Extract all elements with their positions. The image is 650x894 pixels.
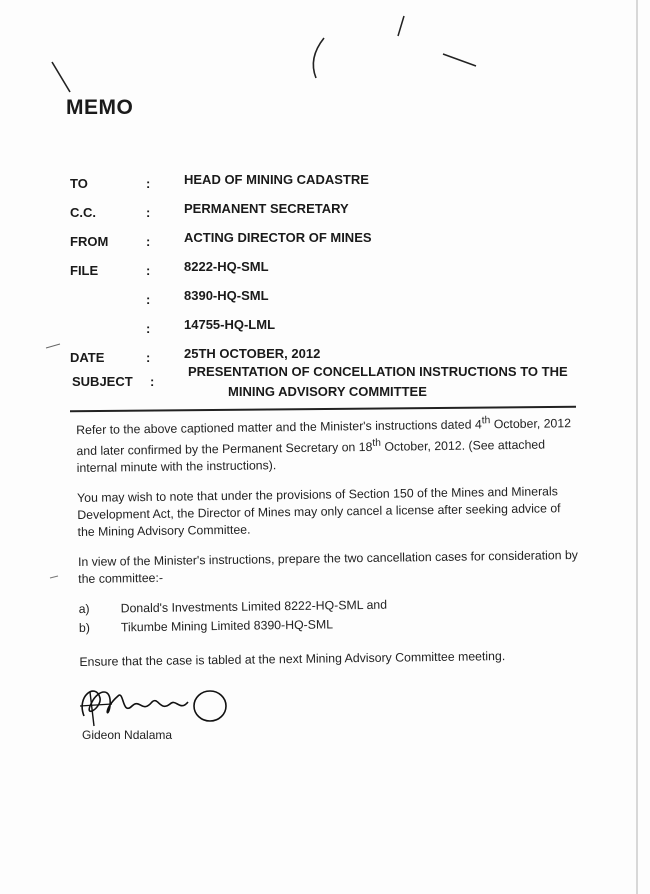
header-row-to [66, 172, 586, 201]
header-label: DATE [70, 350, 105, 365]
header-label: TO [70, 176, 88, 191]
header-colon: : [146, 321, 151, 336]
subject-colon: : [150, 374, 155, 389]
header-label: C.C. [70, 205, 96, 220]
header-colon: : [146, 234, 151, 249]
header-row-file-2 [66, 288, 586, 317]
header-value: PERMANENT SECRETARY [184, 201, 349, 216]
list-marker: b) [78, 621, 90, 636]
header-colon: : [146, 176, 151, 191]
header-value: 8390-HQ-SML [184, 288, 269, 303]
ordinal-suffix: th [481, 415, 491, 427]
list-marker: a) [78, 602, 90, 617]
memo-header [66, 172, 586, 375]
subject-line-2: MINING ADVISORY COMMITTEE [228, 384, 427, 399]
header-label: FILE [70, 263, 99, 278]
header-colon: : [146, 205, 151, 220]
header-row-file-3 [66, 317, 586, 346]
body-text: Refer to the above captioned matter and the Minister's instructions dated 4 [76, 417, 482, 438]
signature-scribble [72, 676, 232, 736]
header-colon: : [146, 292, 151, 307]
header-label: FROM [70, 234, 109, 249]
list-text: Tikumbe Mining Limited 8390-HQ-SML [120, 617, 334, 635]
header-value: ACTING DIRECTOR OF MINES [184, 230, 372, 245]
signatory-name: Gideon Ndalama [82, 728, 173, 742]
body-paragraph-1 [76, 411, 577, 477]
subject-label: SUBJECT [72, 374, 133, 389]
header-row-file [66, 259, 586, 288]
subject-line-1: PRESENTATION OF CONCELLATION INSTRUCTIONS TO THE [188, 364, 568, 379]
body-text: October, 2012. (See attached internal minute with the instructions). [76, 437, 546, 476]
ordinal-suffix: th [372, 437, 382, 449]
header-colon: : [146, 350, 151, 365]
body-paragraph-4: Ensure that the case is tabled at the next Mining Advisory Committee meeting. [79, 649, 506, 670]
header-row-cc [66, 201, 586, 230]
body-text: October, 2012 and later confirmed by the Permanent Secretary on 18 [76, 416, 572, 459]
header-row-from [66, 230, 586, 259]
body-paragraph-3: In view of the Minister's instructions, prepare the two cancellation cases for consideration by the committee:- [77, 548, 578, 587]
header-value: 14755-HQ-LML [184, 317, 276, 332]
header-value: 25TH OCTOBER, 2012 [184, 346, 321, 361]
header-value: 8222-HQ-SML [184, 259, 269, 274]
header-colon: : [146, 263, 151, 278]
memo-title: MEMO [66, 96, 134, 119]
header-value: HEAD OF MINING CADASTRE [184, 172, 369, 187]
body-paragraph-2: You may wish to note that under the provisions of Section 150 of the Mines and Minerals Development Act, the Director of Mines may only cancel a license after seeking advice of the Mining Advisory Committee. [77, 484, 561, 540]
case-list [79, 594, 579, 639]
memo-body [76, 411, 580, 684]
list-text: Donald's Investments Limited 8222-HQ-SML and [120, 597, 388, 616]
